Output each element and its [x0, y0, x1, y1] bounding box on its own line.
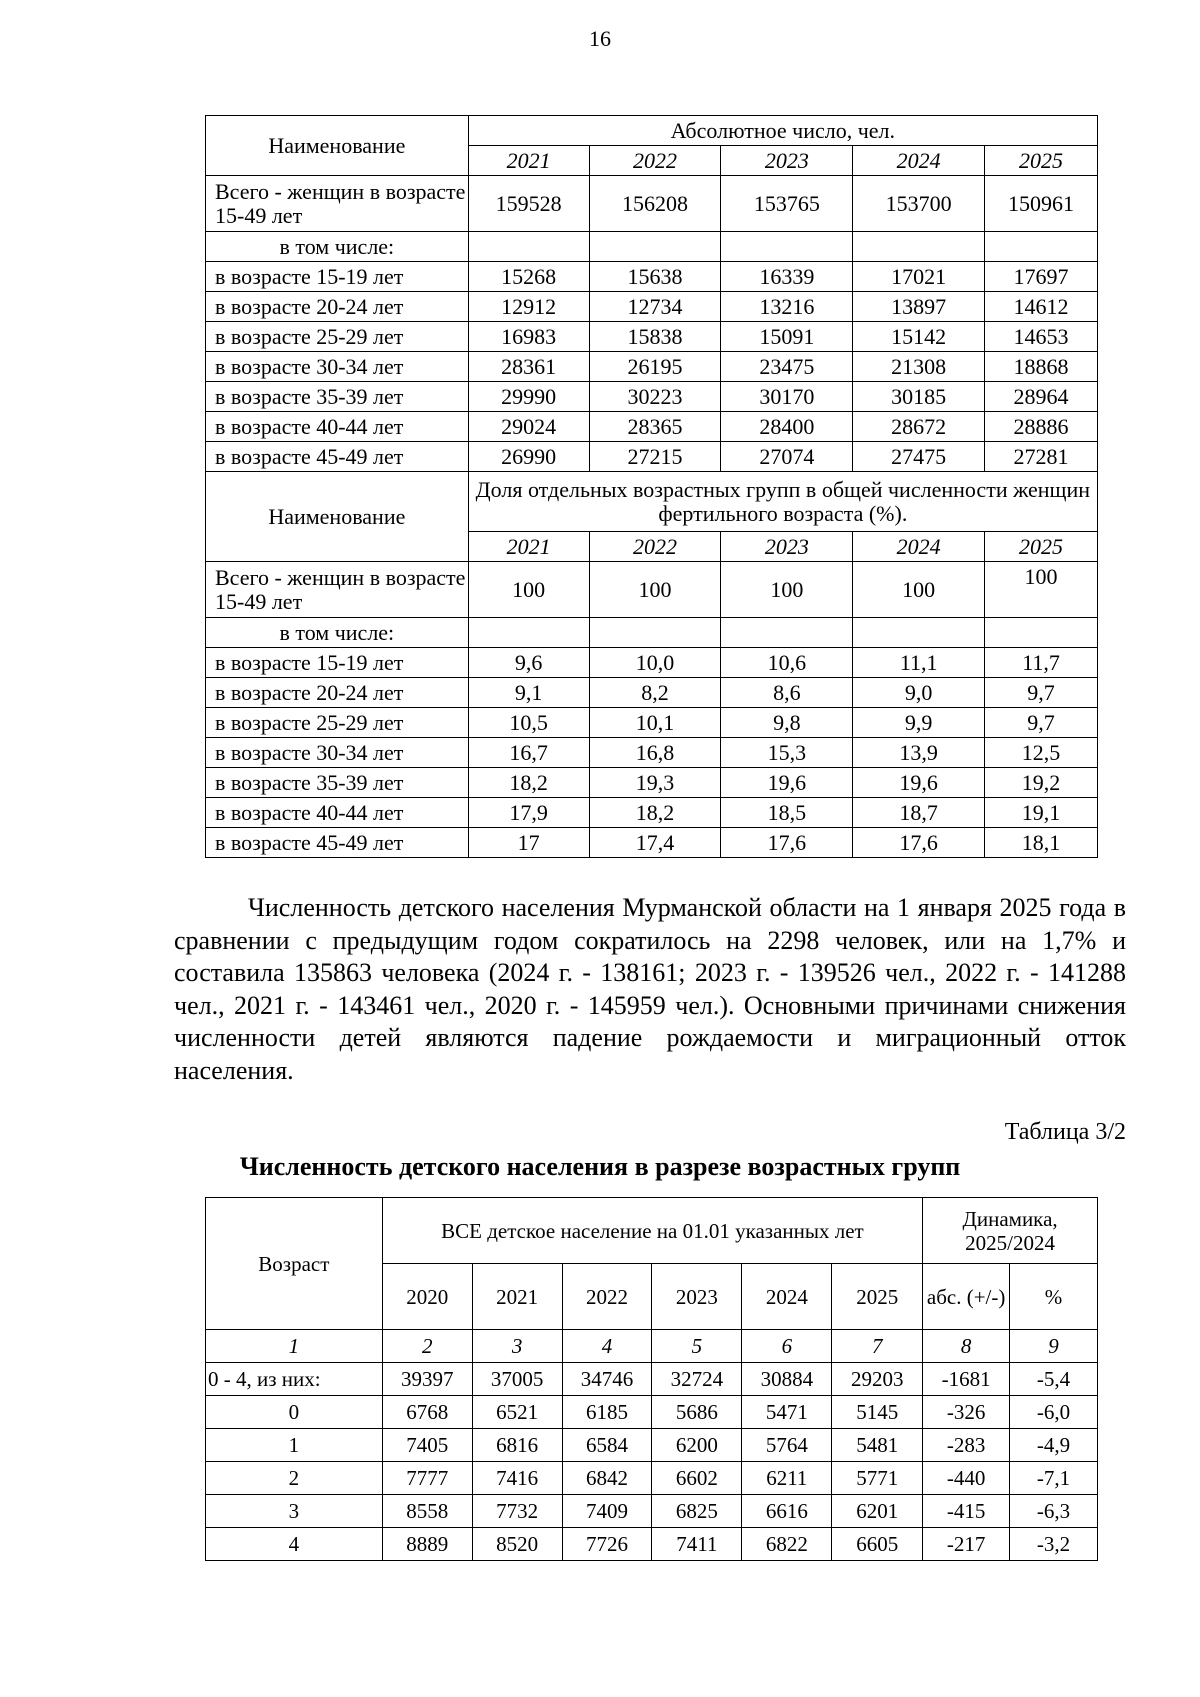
table-row [206, 292, 1098, 322]
including-label: в том числе: [206, 618, 469, 648]
row-value: 12,5 [985, 738, 1098, 768]
row-label: в возрасте 40-44 лет [206, 798, 469, 828]
column-number: 9 [1010, 1330, 1098, 1363]
column-number-row [206, 1330, 1098, 1363]
row-value: 7409 [562, 1495, 652, 1528]
row-value: 15268 [468, 262, 589, 292]
row-value: 18868 [985, 352, 1098, 382]
row-value: 39397 [382, 1363, 472, 1396]
row-label: в возрасте 45-49 лет [206, 828, 469, 858]
row-value: 18,1 [985, 828, 1098, 858]
row-value: 6825 [652, 1495, 742, 1528]
row-value: -5,4 [1010, 1363, 1098, 1396]
total-value: 153700 [853, 176, 985, 232]
row-value: 34746 [562, 1363, 652, 1396]
row-label: в возрасте 30-34 лет [206, 352, 469, 382]
row-value: 9,0 [853, 678, 985, 708]
row-value: 28400 [721, 412, 853, 442]
table-row [206, 412, 1098, 442]
total-value: 100 [589, 562, 721, 618]
row-value: 5771 [832, 1462, 923, 1495]
row-value: 6584 [562, 1429, 652, 1462]
empty-cell [468, 232, 589, 262]
row-value: 6602 [652, 1462, 742, 1495]
table-row [206, 648, 1098, 678]
year-header: 2024 [853, 146, 985, 176]
row-value: 8,6 [721, 678, 853, 708]
row-value: 5686 [652, 1396, 742, 1429]
row-value: -6,3 [1010, 1495, 1098, 1528]
empty-cell [468, 618, 589, 648]
row-value: -6,0 [1010, 1396, 1098, 1429]
total-value: 100 [853, 562, 985, 618]
year-header: 2021 [468, 146, 589, 176]
row-value: 17697 [985, 262, 1098, 292]
row-value: 6768 [382, 1396, 472, 1429]
age-label: 1 [206, 1429, 383, 1462]
row-value: 8520 [472, 1528, 562, 1561]
table-row [206, 352, 1098, 382]
group-header: Доля отдельных возрастных групп в общей численности женщин фертильного возраста (%). [468, 472, 1097, 532]
row-value: 28365 [589, 412, 721, 442]
row-value: -283 [923, 1429, 1010, 1462]
row-value: 15638 [589, 262, 721, 292]
including-row [206, 618, 1098, 648]
total-value: 100 [721, 562, 853, 618]
table-row [206, 322, 1098, 352]
row-value: 6842 [562, 1462, 652, 1495]
row-value: 7777 [382, 1462, 472, 1495]
row-value: 13,9 [853, 738, 985, 768]
total-value: 100 [468, 562, 589, 618]
table-label: Таблица 3/2 [1004, 1119, 1126, 1145]
row-label: в возрасте 20-24 лет [206, 678, 469, 708]
row-value: 23475 [721, 352, 853, 382]
row-value: 26990 [468, 442, 589, 472]
table-row [206, 768, 1098, 798]
table-row [206, 1495, 1098, 1528]
row-value: 19,3 [589, 768, 721, 798]
row-value: 21308 [853, 352, 985, 382]
total-value: 159528 [468, 176, 589, 232]
row-value: 6200 [652, 1429, 742, 1462]
row-value: 28886 [985, 412, 1098, 442]
row-label: в возрасте 35-39 лет [206, 382, 469, 412]
row-value: -7,1 [1010, 1462, 1098, 1495]
row-value: 15838 [589, 322, 721, 352]
row-value: 30884 [742, 1363, 832, 1396]
row-value: 6822 [742, 1528, 832, 1561]
row-label: в возрасте 15-19 лет [206, 648, 469, 678]
row-value: 28672 [853, 412, 985, 442]
row-value: 7416 [472, 1462, 562, 1495]
row-value: 16,8 [589, 738, 721, 768]
year-header: 2022 [589, 146, 721, 176]
row-value: 6521 [472, 1396, 562, 1429]
table-row [206, 1528, 1098, 1561]
row-value: 27475 [853, 442, 985, 472]
row-value: 28964 [985, 382, 1098, 412]
row-value: 9,1 [468, 678, 589, 708]
year-header: 2022 [589, 532, 721, 562]
column-number: 2 [382, 1330, 472, 1363]
column-number: 6 [742, 1330, 832, 1363]
row-value: 14653 [985, 322, 1098, 352]
row-value: 9,7 [985, 708, 1098, 738]
row-label: в возрасте 25-29 лет [206, 322, 469, 352]
year-header: 2025 [832, 1264, 923, 1330]
row-value: 6616 [742, 1495, 832, 1528]
page-number: 16 [589, 26, 611, 51]
row-value: 15,3 [721, 738, 853, 768]
including-row [206, 232, 1098, 262]
year-header: 2025 [985, 532, 1098, 562]
age-label: 4 [206, 1528, 383, 1561]
row-value: 30185 [853, 382, 985, 412]
row-value: 15091 [721, 322, 853, 352]
row-value: 6201 [832, 1495, 923, 1528]
row-value: 37005 [472, 1363, 562, 1396]
row-value: 17,6 [853, 828, 985, 858]
header-row [206, 1198, 1098, 1264]
row-value: 16,7 [468, 738, 589, 768]
abs-header: абс. (+/-) [923, 1264, 1010, 1330]
table-row [206, 678, 1098, 708]
table-title: Численность детского населения в разрезе возрастных групп [239, 1152, 961, 1181]
empty-cell [985, 232, 1098, 262]
total-value: 100 [985, 562, 1098, 618]
row-value: 7405 [382, 1429, 472, 1462]
row-value: 6605 [832, 1528, 923, 1561]
row-value: 12734 [589, 292, 721, 322]
total-row [206, 176, 1098, 232]
table-row [206, 708, 1098, 738]
table-row [206, 1462, 1098, 1495]
row-value: 26195 [589, 352, 721, 382]
table-row [206, 1396, 1098, 1429]
row-value: 7732 [472, 1495, 562, 1528]
age-header: Возраст [206, 1198, 383, 1330]
table-row [206, 442, 1098, 472]
row-value: -217 [923, 1528, 1010, 1561]
total-label: Всего - женщин в возрасте 15-49 лет [206, 562, 469, 618]
row-value: -440 [923, 1462, 1010, 1495]
table-row [206, 262, 1098, 292]
total-value: 156208 [589, 176, 721, 232]
row-label: в возрасте 20-24 лет [206, 292, 469, 322]
row-value: 5481 [832, 1429, 923, 1462]
empty-cell [853, 618, 985, 648]
all-header: ВСЕ детское население на 01.01 указанных лет [382, 1198, 922, 1264]
row-value: 18,2 [468, 768, 589, 798]
including-label: в том числе: [206, 232, 469, 262]
row-value: 13897 [853, 292, 985, 322]
empty-cell [721, 232, 853, 262]
year-header: 2025 [985, 146, 1098, 176]
row-value: 19,6 [721, 768, 853, 798]
name-header: Наименование [206, 472, 469, 562]
table-row [206, 798, 1098, 828]
row-value: 29990 [468, 382, 589, 412]
year-header: 2021 [468, 532, 589, 562]
row-label: в возрасте 30-34 лет [206, 738, 469, 768]
table-row [206, 1363, 1098, 1396]
row-value: 9,9 [853, 708, 985, 738]
row-value: 17021 [853, 262, 985, 292]
row-value: 19,1 [985, 798, 1098, 828]
row-value: 16339 [721, 262, 853, 292]
dynamics-header: Динамика, 2025/2024 [923, 1198, 1098, 1264]
row-value: 12912 [468, 292, 589, 322]
row-value: -415 [923, 1495, 1010, 1528]
row-value: 30223 [589, 382, 721, 412]
table-row [206, 738, 1098, 768]
row-value: 10,6 [721, 648, 853, 678]
row-value: 6816 [472, 1429, 562, 1462]
year-header: 2023 [721, 146, 853, 176]
empty-cell [589, 618, 721, 648]
year-header: 2024 [853, 532, 985, 562]
year-header: 2023 [652, 1264, 742, 1330]
row-value: 8558 [382, 1495, 472, 1528]
column-number: 4 [562, 1330, 652, 1363]
year-header: 2020 [382, 1264, 472, 1330]
empty-cell [721, 618, 853, 648]
year-header: 2022 [562, 1264, 652, 1330]
row-value: 5764 [742, 1429, 832, 1462]
row-value: 30170 [721, 382, 853, 412]
row-value: -1681 [923, 1363, 1010, 1396]
group-header: Абсолютное число, чел. [468, 116, 1097, 146]
table-row [206, 1429, 1098, 1462]
row-value: 9,8 [721, 708, 853, 738]
row-value: 7726 [562, 1528, 652, 1561]
row-value: 19,6 [853, 768, 985, 798]
row-value: 5471 [742, 1396, 832, 1429]
row-value: 9,7 [985, 678, 1098, 708]
age-label: 2 [206, 1462, 383, 1495]
year-header: 2024 [742, 1264, 832, 1330]
table-row [206, 828, 1098, 858]
row-value: 10,1 [589, 708, 721, 738]
row-label: в возрасте 15-19 лет [206, 262, 469, 292]
column-number: 3 [472, 1330, 562, 1363]
row-value: -4,9 [1010, 1429, 1098, 1462]
row-value: 27215 [589, 442, 721, 472]
header-row [206, 472, 1098, 532]
row-value: -3,2 [1010, 1528, 1098, 1561]
row-value: 10,0 [589, 648, 721, 678]
paragraph-text: Численность детского населения Мурманской области на 1 января 2025 года в сравнении с предыдущим годом сократилось на 2298 человек, или на 1,7% и составила 135863 человека (2024 г. - 138161; 2023 г. - 139526 чел., 2022 г. - 141288 чел., 2021 г. - 143461 чел., 2020 г. - 145959 чел.). Основными причинами снижения численности детей являются падение рождаемости и миграционный отток населения. [174, 893, 1126, 1085]
row-value: 18,2 [589, 798, 721, 828]
row-value: 7411 [652, 1528, 742, 1561]
row-value: 11,1 [853, 648, 985, 678]
child-population-table [205, 1197, 1098, 1561]
row-value: 17,9 [468, 798, 589, 828]
row-value: 6211 [742, 1462, 832, 1495]
row-value: 19,2 [985, 768, 1098, 798]
pct-header: % [1010, 1264, 1098, 1330]
row-value: 10,5 [468, 708, 589, 738]
empty-cell [985, 618, 1098, 648]
total-value: 150961 [985, 176, 1098, 232]
total-value: 153765 [721, 176, 853, 232]
row-value: -326 [923, 1396, 1010, 1429]
column-number: 5 [652, 1330, 742, 1363]
row-value: 18,7 [853, 798, 985, 828]
row-value: 17,4 [589, 828, 721, 858]
row-label: в возрасте 35-39 лет [206, 768, 469, 798]
row-label: в возрасте 40-44 лет [206, 412, 469, 442]
row-value: 27281 [985, 442, 1098, 472]
year-header: 2023 [721, 532, 853, 562]
header-row [206, 116, 1098, 146]
row-value: 13216 [721, 292, 853, 322]
row-value: 18,5 [721, 798, 853, 828]
empty-cell [589, 232, 721, 262]
row-value: 17 [468, 828, 589, 858]
row-value: 6185 [562, 1396, 652, 1429]
column-number: 8 [923, 1330, 1010, 1363]
row-label: в возрасте 45-49 лет [206, 442, 469, 472]
row-value: 29203 [832, 1363, 923, 1396]
name-header: Наименование [206, 116, 469, 176]
row-value: 14612 [985, 292, 1098, 322]
row-value: 8889 [382, 1528, 472, 1561]
column-number: 1 [206, 1330, 383, 1363]
total-label: Всего - женщин в возрасте 15-49 лет [206, 176, 469, 232]
row-value: 9,6 [468, 648, 589, 678]
total-row [206, 562, 1098, 618]
row-value: 11,7 [985, 648, 1098, 678]
fertile-women-table [205, 115, 1098, 858]
row-value: 17,6 [721, 828, 853, 858]
row-label: в возрасте 25-29 лет [206, 708, 469, 738]
row-value: 29024 [468, 412, 589, 442]
row-value: 27074 [721, 442, 853, 472]
row-value: 28361 [468, 352, 589, 382]
empty-cell [853, 232, 985, 262]
row-value: 32724 [652, 1363, 742, 1396]
body-paragraph [174, 892, 1126, 1087]
age-label: 3 [206, 1495, 383, 1528]
row-value: 8,2 [589, 678, 721, 708]
year-header: 2021 [472, 1264, 562, 1330]
row-value: 15142 [853, 322, 985, 352]
age-label: 0 - 4, из них: [206, 1363, 383, 1396]
age-label: 0 [206, 1396, 383, 1429]
table-row [206, 382, 1098, 412]
row-value: 16983 [468, 322, 589, 352]
column-number: 7 [832, 1330, 923, 1363]
row-value: 5145 [832, 1396, 923, 1429]
